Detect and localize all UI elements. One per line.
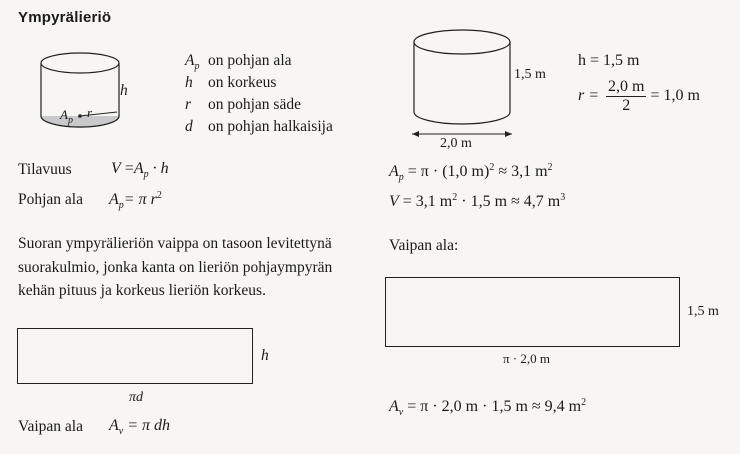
legend-row: d on pohjan halkaisija <box>185 118 333 135</box>
cylinder-radius-label: r <box>87 105 93 120</box>
example-diameter-label: 2,0 m <box>440 136 472 151</box>
example-mantle-label: Vaipan ala: <box>389 237 459 254</box>
cylinder-height-label: h <box>120 82 128 99</box>
cylinder-base-area-label: $A_p$ <box>60 107 73 126</box>
base-area-calculation: $A_p = \pi \cdot (1,0$ m)$^2$ ≈ 3,1 $m^2$ <box>389 162 553 183</box>
base-area-formula: $A_p= \pi$ $r^2$ <box>109 190 162 211</box>
mantle-description: Suoran ympyrälieriön vaippa on tasoon levitettynä suorakulmio, jonka kanta on lieriön pohjaympyrän kehän pituus ja korkeus lieriön korkeus. <box>18 235 333 299</box>
example-mantle-rectangle <box>385 277 680 347</box>
example-height-label: 1,5 m <box>514 67 546 82</box>
legend-row: r on pohjan säde <box>185 96 301 113</box>
given-radius: r = $\frac{2,0 m}{2}$ = 1,0 m <box>578 78 700 114</box>
mantle-area-label: Vaipan ala <box>18 418 83 435</box>
legend-row: $A_p$ on pohjan ala <box>185 52 292 72</box>
mantle-rectangle <box>17 328 253 384</box>
mantle-area-formula: $A_v = \pi$ dh <box>109 417 171 437</box>
example-rect-height-label: 1,5 m <box>687 304 719 319</box>
volume-calculation: V = 3,1 $m^2 \cdot 1,5$ m ≈ 4,7 $m^3$ <box>389 192 566 210</box>
example-cylinder-diagram <box>404 24 524 142</box>
volume-label: Tilavuus <box>18 161 72 178</box>
legend-row: h on korkeus <box>185 74 277 91</box>
base-area-label: Pohjan ala <box>18 191 83 208</box>
rect-height-label: h <box>261 347 269 364</box>
rect-width-label: πd <box>129 390 144 405</box>
example-rect-width-label: π · 2,0 m <box>503 351 551 366</box>
volume-formula: $V =A_p \cdot h$ <box>111 160 169 180</box>
section-title: Ympyrälieriö <box>18 9 112 26</box>
example-mantle-calculation: $A_v = \pi \cdot 2,0$ m · 1,5 m ≈ 9,4 $m^2$ <box>389 397 587 418</box>
given-height: h = 1,5 m <box>578 52 640 69</box>
